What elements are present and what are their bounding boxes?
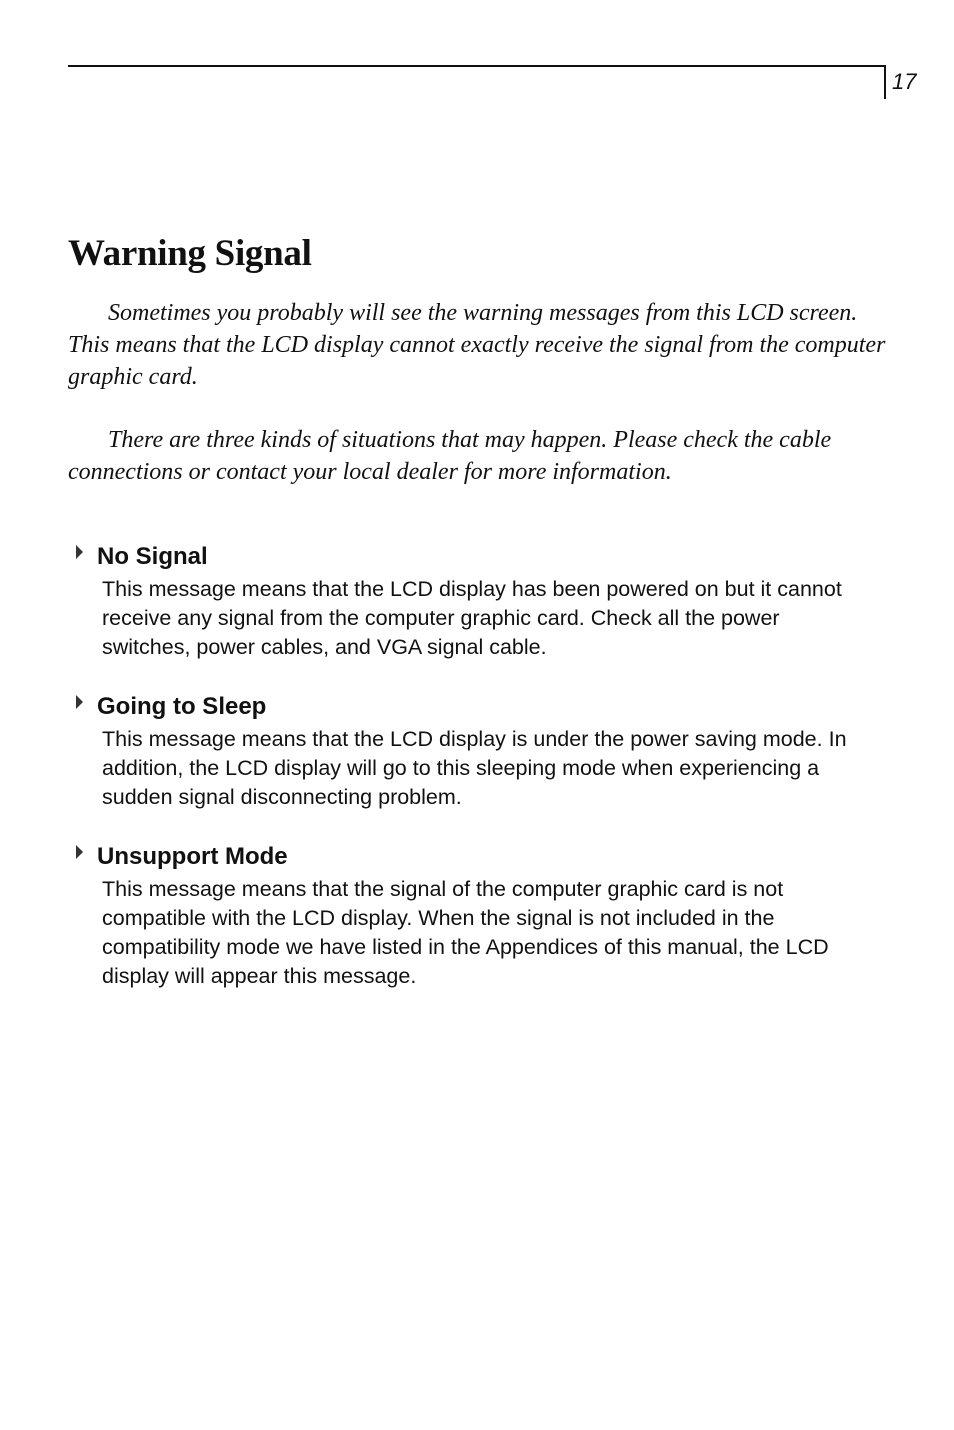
section-going-to-sleep (76, 692, 866, 812)
section-heading (76, 692, 866, 722)
triangle-bullet-icon (76, 695, 83, 709)
triangle-bullet-icon (76, 545, 83, 559)
section-unsupport-mode (76, 842, 866, 991)
page-number: 17 (892, 69, 917, 94)
section-heading (76, 842, 866, 872)
intro-paragraph: There are three kinds of situations that may happen. Please check the cable connections or contact your local dealer for more information. (68, 427, 832, 485)
header-rule (68, 65, 885, 67)
triangle-bullet-icon (76, 845, 83, 859)
intro-paragraph: Sometimes you probably will see the warning messages from this LCD screen. This means that the LCD display cannot exactly receive the signal from the computer graphic card. (68, 300, 886, 390)
section-body: This message means that the LCD display has been powered on but it cannot receive any signal from the computer graphic card. Check all the power switches, power cables, and VGA signal cable. (102, 577, 842, 659)
section-body: This message means that the signal of the computer graphic card is not compatible with the LCD display. When the signal is not included in the compatibility mode we have listed in the Appendices of this manual, the LCD display will appear this message. (102, 877, 829, 988)
section-title: Unsupport Mode (97, 843, 288, 870)
page-title: Warning Signal (68, 233, 312, 274)
section-title: Going to Sleep (97, 693, 267, 720)
section-no-signal (76, 542, 866, 662)
header-divider (884, 65, 886, 99)
section-body: This message means that the LCD display is under the power saving mode. In addition, the LCD display will go to this sleeping mode when experiencing a sudden signal disconnecting problem. (102, 727, 847, 809)
section-title: No Signal (97, 543, 208, 570)
section-heading (76, 542, 866, 572)
